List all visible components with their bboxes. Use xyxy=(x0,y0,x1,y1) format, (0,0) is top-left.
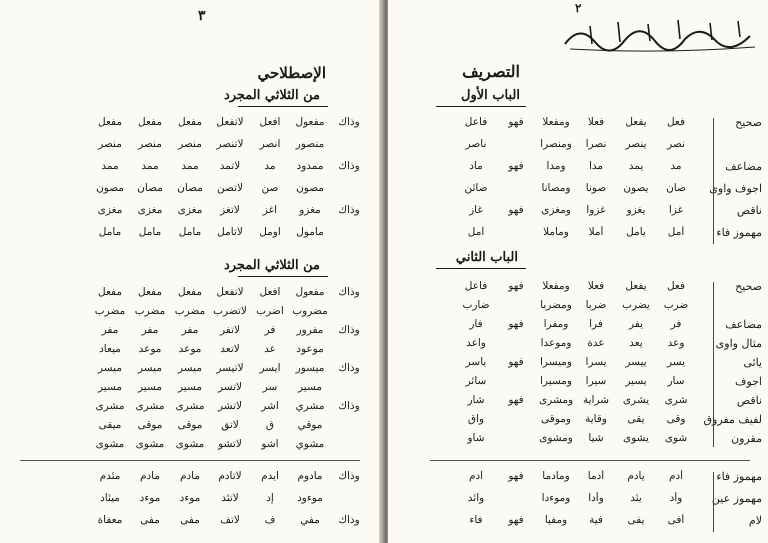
right-page-number: ٢ xyxy=(575,1,582,15)
conjugation-cell: فهو xyxy=(508,514,524,526)
conjugation-cell: شراية xyxy=(582,394,610,406)
bab1-title: الباب الأول xyxy=(461,88,520,103)
conjugation-cell: غاز xyxy=(469,204,483,216)
left-heading-sub2: من الثلاثي المجرد xyxy=(223,258,320,273)
left-table-cell: مغزى xyxy=(97,204,123,216)
left-table-cell: موعد xyxy=(138,343,162,355)
left-table-cell: مأدم xyxy=(179,470,200,482)
conjugation-cell: يصون xyxy=(623,182,649,194)
left-table-cell: مسير xyxy=(138,381,162,393)
conjugation-cell: فية xyxy=(589,514,603,526)
conjugation-cell: وعد xyxy=(667,337,685,349)
conjugation-cell: واق xyxy=(467,413,485,425)
left-table-cell: لاتأدم xyxy=(218,470,242,482)
left-table-cell: مفرور xyxy=(296,324,324,336)
left-table-cell: مشرى xyxy=(175,400,205,412)
left-table-cell: لاتسر xyxy=(217,381,243,393)
conjugation-cell: يغزو xyxy=(626,204,646,216)
row-bracket xyxy=(713,282,717,447)
left-table-cell: مأمل xyxy=(178,226,202,238)
row-category-label: صحيح xyxy=(735,280,762,293)
left-table-cell: مفر xyxy=(101,324,119,336)
left-table-cell: ايسر xyxy=(259,362,281,374)
conjugation-cell: آدم xyxy=(468,470,484,482)
conjugation-cell: شوى xyxy=(664,432,688,444)
left-table-cell: وذاك xyxy=(338,400,360,412)
left-table-cell: موقى xyxy=(177,419,203,431)
conjugation-cell: وقى xyxy=(666,413,686,425)
left-table-cell: مشوى xyxy=(135,438,165,450)
row-category-label: ناقص xyxy=(736,394,762,407)
left-table-row xyxy=(90,226,368,238)
conjugation-cell: شار xyxy=(467,394,485,406)
left-table-cell: لاتف xyxy=(220,514,240,526)
conjugation-cell: وموقى xyxy=(541,413,571,425)
conjugation-cell: فعل xyxy=(666,116,686,128)
left-table-cell: ميئاد xyxy=(100,492,120,504)
left-table-cell: سر xyxy=(262,381,278,393)
conjugation-cell: فار xyxy=(469,318,483,330)
conjugation-row xyxy=(456,204,696,216)
left-table-cell: مفعل xyxy=(138,116,162,128)
conjugation-cell: ومشوى xyxy=(539,432,573,444)
row-category-label: لام xyxy=(748,514,762,527)
conjugation-cell: ناصر xyxy=(465,138,487,150)
left-table-cell: لاتفر xyxy=(219,324,240,336)
basmala-calligraphy xyxy=(560,14,760,54)
left-table-cell: وذاك xyxy=(338,204,360,216)
left-heading-sub1: من الثلاثي المجرد xyxy=(223,88,320,103)
conjugation-cell: يمد xyxy=(628,160,644,172)
left-table-cell: مأدم xyxy=(139,470,160,482)
left-heading-sub1-underline xyxy=(238,106,328,107)
row-category-label: مضاعف xyxy=(725,160,762,173)
left-table-cell: مشوي xyxy=(295,438,325,450)
left-table-cell: مشوى xyxy=(175,438,205,450)
left-table-cell: مأمل xyxy=(138,226,162,238)
left-table-row xyxy=(90,492,368,504)
conjugation-row xyxy=(456,492,696,504)
conjugation-cell: وأدا xyxy=(588,492,604,504)
conjugation-row xyxy=(456,318,696,330)
conjugation-cell: وميسرا xyxy=(540,356,572,368)
conjugation-cell: فهو xyxy=(508,318,524,330)
left-table-cell: وذاك xyxy=(338,286,360,298)
left-table-cell: مد xyxy=(264,160,276,172)
conjugation-cell: يعد xyxy=(629,337,643,349)
conjugation-cell: ماد xyxy=(469,160,483,172)
conjugation-cell: آمل xyxy=(467,226,485,238)
left-table-cell: وذاك xyxy=(338,362,360,374)
left-table-row xyxy=(90,419,368,431)
left-table-cell: لاتشو xyxy=(218,438,242,450)
conjugation-cell: فعل xyxy=(666,280,686,292)
left-table-cell: موعد xyxy=(178,343,202,355)
conjugation-cell: فعلا xyxy=(587,280,605,292)
right-heading-main: التصريف xyxy=(462,62,520,81)
conjugation-row xyxy=(456,470,696,482)
conjugation-cell: ومغزى xyxy=(541,204,571,216)
conjugation-cell: يضرب xyxy=(622,299,650,311)
left-table-cell: مضرب xyxy=(174,305,206,317)
left-table-cell: مفعل xyxy=(178,286,202,298)
left-table-cell: مضرب xyxy=(134,305,166,317)
conjugation-row xyxy=(456,356,696,368)
conjugation-cell: يسرا xyxy=(585,356,607,368)
conjugation-cell: يقى xyxy=(627,413,645,425)
conjugation-cell: شيا xyxy=(588,432,604,444)
left-table-cell: لاتصن xyxy=(216,182,243,194)
left-table-cell: موقى xyxy=(137,419,163,431)
row-category-label: مقرون xyxy=(731,432,762,445)
left-table-cell: لاتضرب xyxy=(213,305,247,317)
row-category-label: مهموز عين xyxy=(711,492,762,505)
left-table-cell: مفى xyxy=(140,514,160,526)
conjugation-cell: ومدا xyxy=(546,160,566,172)
left-table-cell: موعود xyxy=(296,343,324,355)
conjugation-cell: يسر xyxy=(666,356,686,368)
left-table-cell: ق xyxy=(265,419,275,431)
left-page-number: ٣ xyxy=(198,8,206,24)
left-table-cell: لاتفعل xyxy=(216,286,244,298)
left-table-cell: لاتئد xyxy=(221,492,239,504)
row-category-label: مضاعف xyxy=(725,318,762,331)
row-category-label: صحيح xyxy=(735,116,762,129)
left-table-cell: لاتغز xyxy=(220,204,240,216)
conjugation-cell: وأد xyxy=(669,492,683,504)
conjugation-cell: فهو xyxy=(508,116,524,128)
left-table-cell: مسير xyxy=(178,381,202,393)
conjugation-cell: فهو xyxy=(508,204,524,216)
conjugation-cell: يأمل xyxy=(626,226,646,238)
conjugation-cell: ياسر xyxy=(465,356,487,368)
conjugation-cell: واعد xyxy=(466,337,486,349)
conjugation-cell: فاعل xyxy=(464,280,488,292)
conjugation-cell: وائد xyxy=(467,492,485,504)
left-table-cell: مشرى xyxy=(135,400,165,412)
bab2-title: الباب الثاني xyxy=(455,250,518,265)
left-table-cell: مفر xyxy=(181,324,199,336)
left-table-cell: مصون xyxy=(96,182,124,194)
left-table-cell: لاتيسر xyxy=(216,362,244,374)
left-table-row xyxy=(90,116,368,128)
left-table-cell: وذاك xyxy=(338,160,360,172)
row-bracket xyxy=(713,472,717,532)
conjugation-cell: أمل xyxy=(667,226,685,238)
conjugation-cell: نصر xyxy=(667,138,685,150)
left-table-cell: وذاك xyxy=(338,324,360,336)
left-table-cell: ممد xyxy=(181,160,199,172)
conjugation-cell: شرى xyxy=(664,394,688,406)
left-table-row xyxy=(90,160,368,172)
left-table-cell: صن xyxy=(261,182,279,194)
conjugation-cell: يفعل xyxy=(625,116,647,128)
left-table-cell: مفى xyxy=(180,514,200,526)
left-table-cell: منصر xyxy=(138,138,162,150)
conjugation-cell: ومضربا xyxy=(540,299,572,311)
left-table-row xyxy=(90,182,368,194)
left-table-cell: مفعول xyxy=(295,286,325,298)
left-table-cell: افعل xyxy=(259,286,281,298)
left-table-cell: مسير xyxy=(98,381,122,393)
left-table-cell: لاتفعل xyxy=(216,116,244,128)
left-heading-sub2-underline xyxy=(238,276,328,277)
conjugation-row xyxy=(456,182,696,194)
left-table-cell: منصور xyxy=(295,138,325,150)
left-table-row xyxy=(90,286,368,298)
conjugation-row xyxy=(456,299,696,311)
conjugation-cell: فهو xyxy=(508,280,524,292)
conjugation-cell: يفى xyxy=(627,514,645,526)
conjugation-cell: ومفعلا xyxy=(542,116,570,128)
left-table-cell: مصان xyxy=(177,182,203,194)
left-table-cell: ممدود xyxy=(296,160,324,172)
left-table-cell: مفعول xyxy=(295,116,325,128)
conjugation-cell: ومأملا xyxy=(543,226,569,238)
left-table-cell: ميسر xyxy=(178,362,202,374)
conjugation-cell: فهو xyxy=(508,470,524,482)
left-table-cell: لاتمد xyxy=(219,160,241,172)
conjugation-cell: فاء xyxy=(469,514,483,526)
left-table-cell: موءود xyxy=(297,492,323,504)
left-table-row xyxy=(90,305,368,317)
conjugation-cell: ينصر xyxy=(625,138,647,150)
left-table-cell: وذاك xyxy=(338,470,360,482)
row-category-label: مثال واوى xyxy=(715,337,762,350)
left-table-cell: مغزو xyxy=(299,204,321,216)
left-table-cell: ميسر xyxy=(98,362,122,374)
conjugation-cell: أملا xyxy=(588,226,604,238)
left-table-cell: اغز xyxy=(262,204,278,216)
left-table-cell: لاتأمل xyxy=(217,226,243,238)
left-table-row xyxy=(90,362,368,374)
left-table-cell: موءد xyxy=(139,492,161,504)
conjugation-cell: وقاية xyxy=(585,413,607,425)
left-table-cell: إد xyxy=(266,492,274,504)
bab2-underline xyxy=(436,268,526,269)
left-table-row xyxy=(90,324,368,336)
conjugation-cell: يفعل xyxy=(625,280,647,292)
conjugation-cell: ضارب xyxy=(462,299,490,311)
left-table-cell: مشرى xyxy=(95,400,125,412)
left-page xyxy=(0,0,382,543)
left-table-cell: مفعل xyxy=(178,116,202,128)
conjugation-cell: سيرا xyxy=(585,375,607,387)
left-table-cell: مئدم xyxy=(99,470,121,482)
conjugation-cell: يأدم xyxy=(627,470,645,482)
conjugation-cell: سائر xyxy=(465,375,487,387)
left-table-cell: لاتق xyxy=(221,419,239,431)
left-table-cell: فر xyxy=(264,324,276,336)
conjugation-cell: ومنصرا xyxy=(540,138,572,150)
conjugation-cell: وموعدا xyxy=(540,337,572,349)
left-table-cell: معفاة xyxy=(97,514,123,526)
conjugation-cell: عدة xyxy=(587,337,605,349)
conjugation-cell: فر xyxy=(670,318,682,330)
left-table-cell: افعل xyxy=(259,116,281,128)
conjugation-cell: مد xyxy=(670,160,682,172)
row-category-label: مهموز فاء xyxy=(716,226,762,239)
left-table-row xyxy=(90,470,368,482)
left-table-cell: مفعل xyxy=(138,286,162,298)
conjugation-row xyxy=(456,413,696,425)
left-table-cell: ممد xyxy=(101,160,119,172)
left-table-cell: لاتنصر xyxy=(216,138,244,150)
left-table-cell: مفعل xyxy=(98,116,122,128)
conjugation-cell: ومشرى xyxy=(538,394,574,406)
conjugation-cell: ضربا xyxy=(585,299,607,311)
left-table-cell: ميقى xyxy=(98,419,122,431)
conjugation-cell: ييسر xyxy=(625,356,647,368)
conjugation-cell: ومفعلا xyxy=(542,280,570,292)
conjugation-cell: غزوا xyxy=(586,204,606,216)
left-table-cell: موقي xyxy=(297,419,323,431)
left-table-row xyxy=(90,204,368,216)
left-table-cell: مصان xyxy=(137,182,163,194)
right-divider xyxy=(430,460,750,461)
left-table-cell: مفعل xyxy=(98,286,122,298)
conjugation-row xyxy=(456,138,696,150)
left-table-cell: مضرب xyxy=(94,305,126,317)
left-table-row xyxy=(90,343,368,355)
conjugation-cell: أفى xyxy=(667,514,685,526)
conjugation-cell: فرا xyxy=(589,318,603,330)
left-table-cell: منصر xyxy=(98,138,122,150)
conjugation-cell: يئد xyxy=(630,492,642,504)
right-page xyxy=(388,0,768,543)
conjugation-cell: فهو xyxy=(508,160,524,172)
conjugation-row xyxy=(456,226,696,238)
left-table-row xyxy=(90,438,368,450)
conjugation-row xyxy=(456,432,696,444)
left-table-cell: موءد xyxy=(179,492,201,504)
conjugation-cell: فعلا xyxy=(587,116,605,128)
conjugation-cell: ومصانا xyxy=(541,182,571,194)
left-table-cell: مفي xyxy=(300,514,320,526)
conjugation-row xyxy=(456,337,696,349)
conjugation-cell: يسير xyxy=(625,375,647,387)
basmala-calligraphy-art xyxy=(560,14,760,54)
left-table-cell: مسير xyxy=(298,381,322,393)
left-table-row xyxy=(90,400,368,412)
left-table-cell: مغزى xyxy=(137,204,163,216)
conjugation-cell: فهو xyxy=(508,356,524,368)
conjugation-cell: ومفرا xyxy=(543,318,569,330)
left-table-cell: مشري xyxy=(295,400,325,412)
conjugation-row xyxy=(456,116,696,128)
row-bracket xyxy=(713,118,717,244)
conjugation-cell: نصرا xyxy=(585,138,607,150)
conjugation-cell: يشرى xyxy=(622,394,650,406)
conjugation-row xyxy=(456,514,696,526)
left-table-row xyxy=(90,381,368,393)
conjugation-row xyxy=(456,160,696,172)
left-table-cell: ميسور xyxy=(295,362,325,374)
conjugation-cell: وموءدا xyxy=(541,492,571,504)
left-table-cell: ميسر xyxy=(138,362,162,374)
left-table-cell: مصون xyxy=(296,182,324,194)
conjugation-cell: فاعل xyxy=(464,116,488,128)
conjugation-cell: غزا xyxy=(668,204,684,216)
conjugation-cell: ضرب xyxy=(663,299,689,311)
conjugation-cell: ومسيرا xyxy=(540,375,572,387)
left-table-cell: ميعاد xyxy=(99,343,121,355)
row-category-label: اجوف واوى xyxy=(709,182,762,195)
left-table-row xyxy=(90,138,368,150)
conjugation-row xyxy=(456,375,696,387)
conjugation-cell: يفر xyxy=(628,318,644,330)
conjugation-cell: ومأدما xyxy=(542,470,570,482)
bab1-underline xyxy=(436,106,526,107)
left-table-cell: اشر xyxy=(261,400,279,412)
left-table-cell: لاتعد xyxy=(220,343,240,355)
row-category-label: اجوف xyxy=(735,375,762,388)
left-table-cell: مضروب xyxy=(292,305,328,317)
left-table-cell: مشوى xyxy=(95,438,125,450)
left-table-cell: اضرب xyxy=(256,305,284,317)
left-table-cell: مأدوم xyxy=(297,470,323,482)
conjugation-cell: صائن xyxy=(464,182,488,194)
left-table-cell: اشو xyxy=(261,438,279,450)
left-table-cell: مأمل xyxy=(98,226,122,238)
conjugation-cell: سار xyxy=(667,375,685,387)
left-table-row xyxy=(90,514,368,526)
left-table-cell: مفر xyxy=(141,324,159,336)
conjugation-cell: شاو xyxy=(467,432,485,444)
conjugation-cell: مدا xyxy=(588,160,604,172)
left-table-cell: منصر xyxy=(178,138,202,150)
conjugation-cell: صان xyxy=(666,182,686,194)
left-heading-main: الإصطلاحي xyxy=(257,64,326,82)
left-table-cell: وذاك xyxy=(338,116,360,128)
left-table-cell: مأمول xyxy=(296,226,324,238)
left-table-cell: ايدم xyxy=(261,470,279,482)
left-table-cell: ف xyxy=(264,514,276,526)
conjugation-cell: فهو xyxy=(508,394,524,406)
row-category-label: مهموز فاء xyxy=(716,470,762,483)
conjugation-row xyxy=(456,394,696,406)
row-category-label: يائى xyxy=(743,356,762,369)
left-table-cell: لاتشر xyxy=(217,400,243,412)
conjugation-cell: يشوى xyxy=(623,432,649,444)
conjugation-cell: أدم xyxy=(668,470,684,482)
conjugation-cell: صونا xyxy=(585,182,607,194)
conjugation-cell: ومفيا xyxy=(544,514,568,526)
left-divider xyxy=(20,460,360,461)
left-table-cell: وذاك xyxy=(338,514,360,526)
left-table-cell: ممد xyxy=(141,160,159,172)
conjugation-row xyxy=(456,280,696,292)
left-table-cell: اومل xyxy=(259,226,281,238)
left-table-cell: عد xyxy=(264,343,276,355)
row-category-label: لفيف مفروق xyxy=(703,413,762,426)
left-table-cell: انصر xyxy=(259,138,281,150)
conjugation-cell: أدما xyxy=(587,470,605,482)
left-table-cell: مغزى xyxy=(177,204,203,216)
row-category-label: ناقص xyxy=(736,204,762,217)
